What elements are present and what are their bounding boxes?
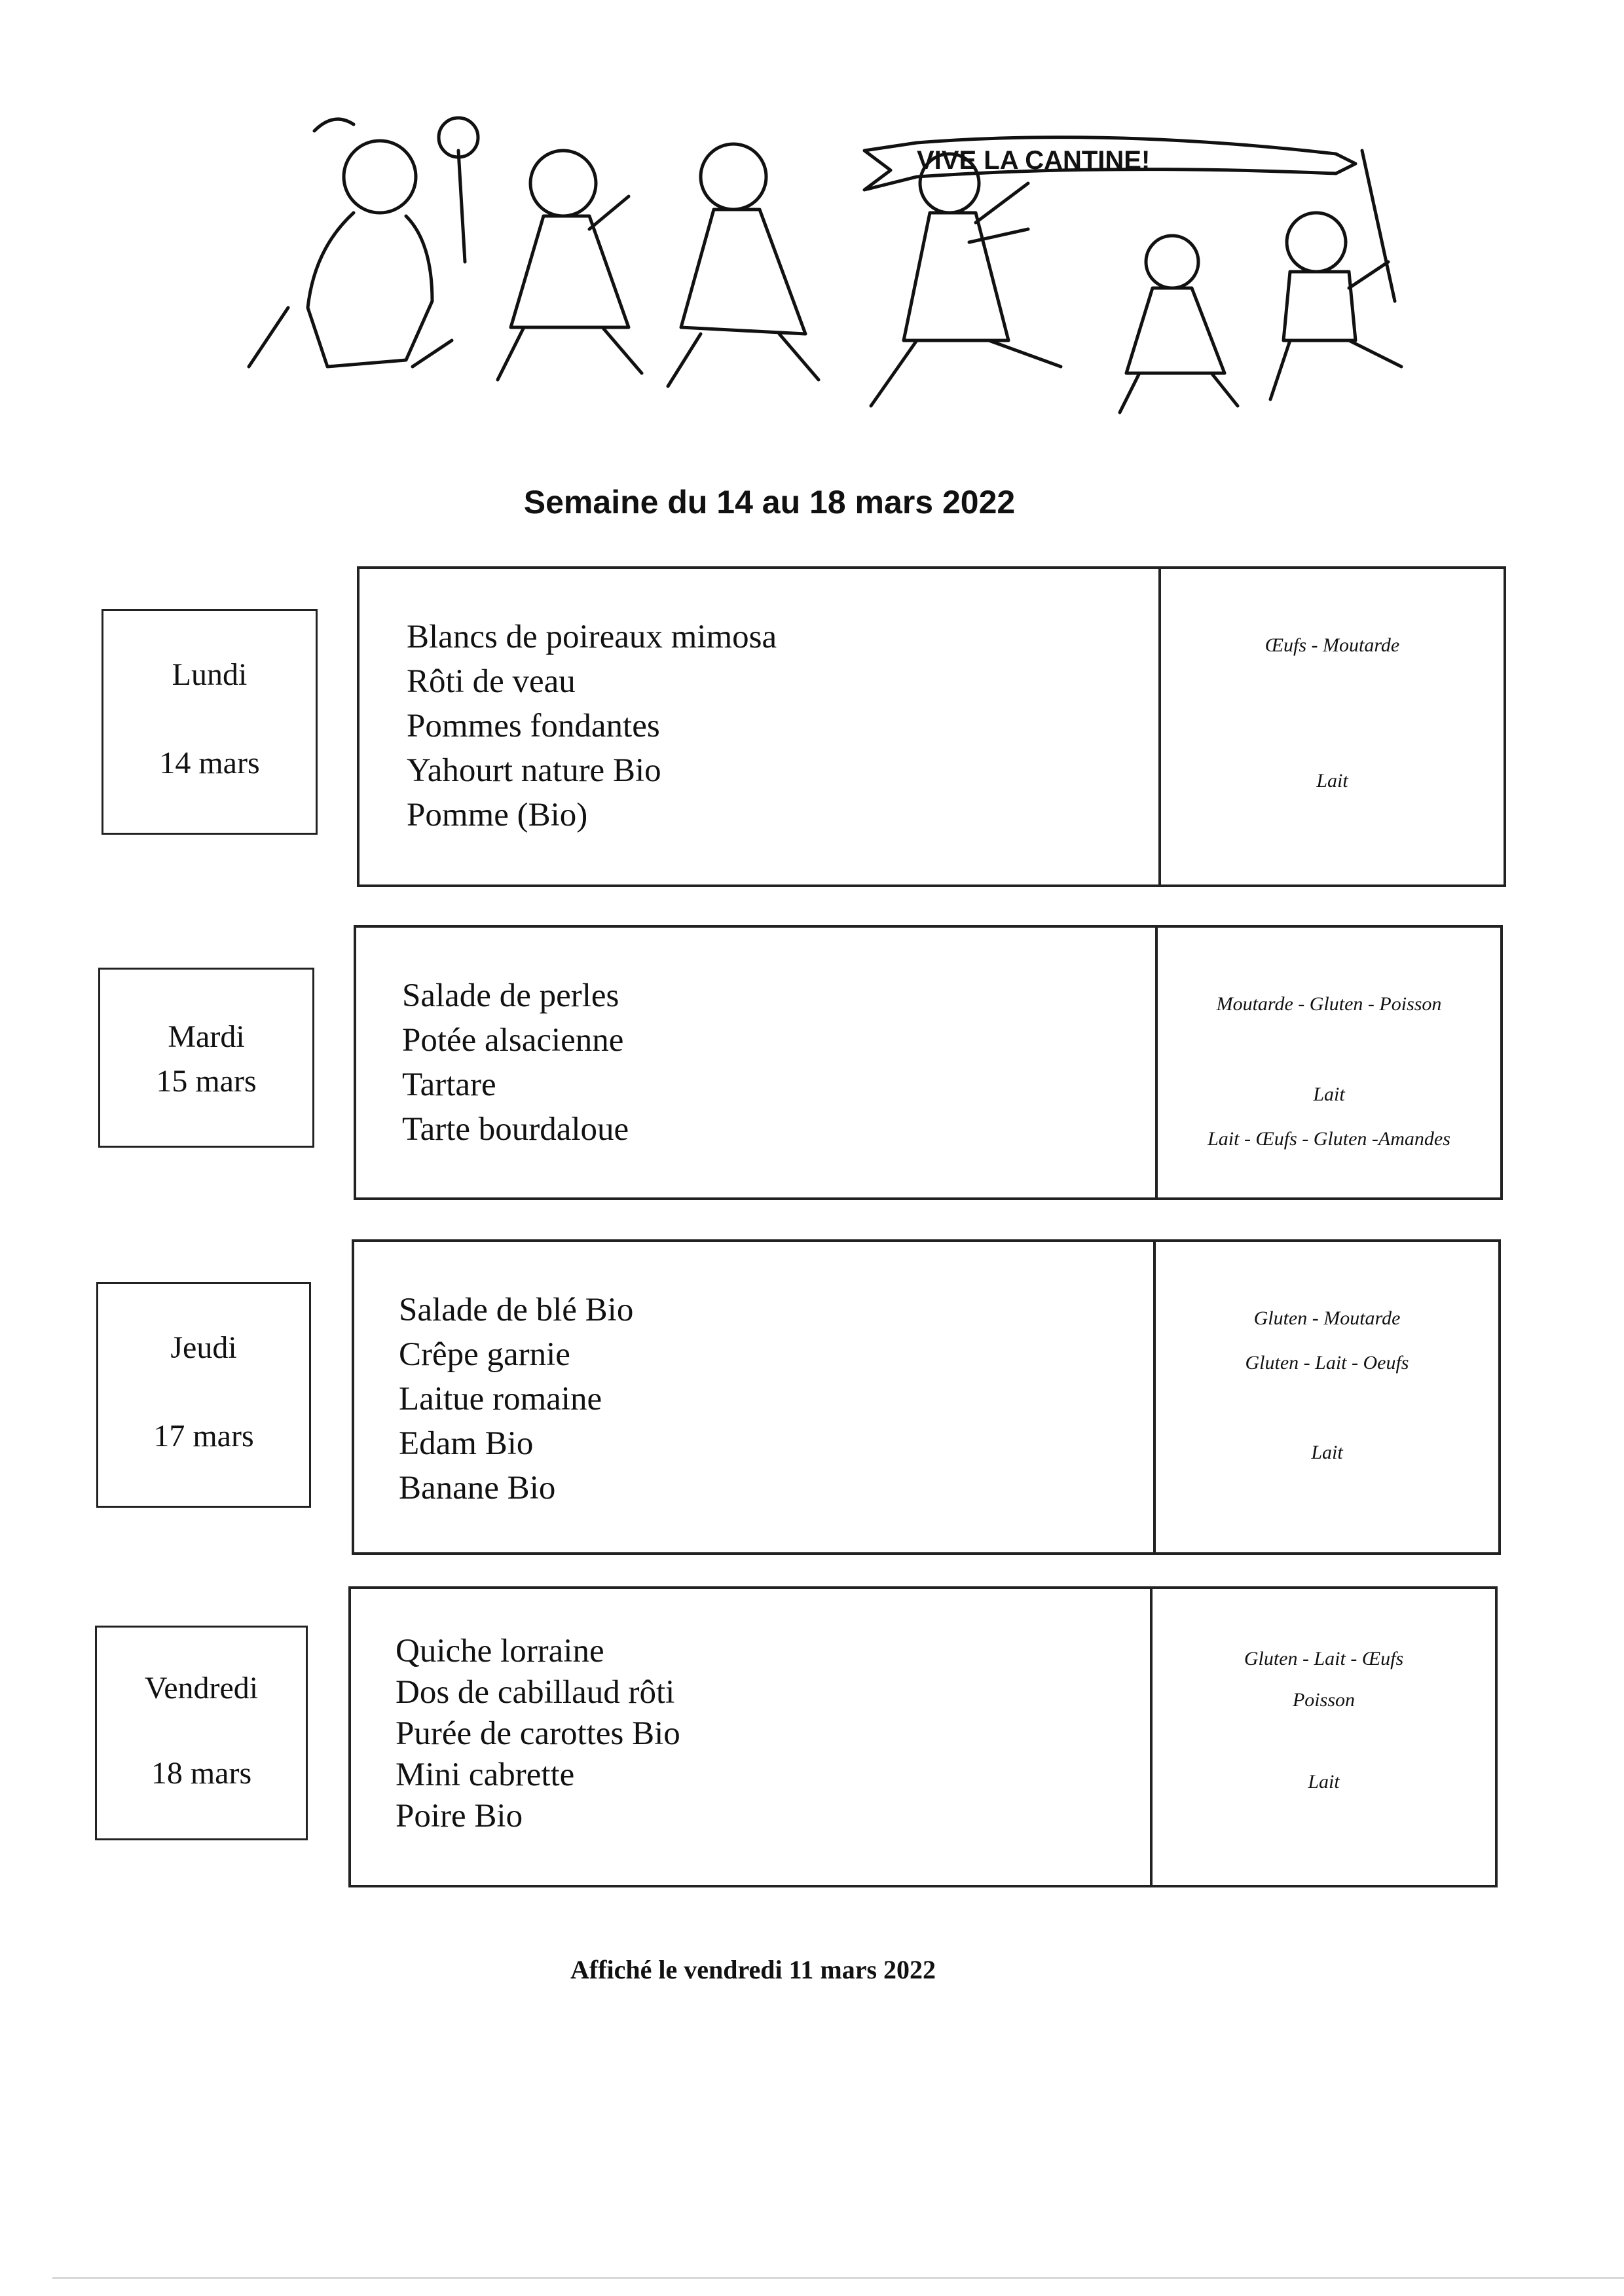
allergen-text: Gluten - Lait - Œufs [1244,1648,1404,1669]
day-box-mardi [98,968,314,1148]
posted-date-note: Affiché le vendredi 11 mars 2022 [570,1955,936,1984]
day-box-vendredi [95,1626,308,1840]
day-box-jeudi [96,1282,311,1508]
day-date: 17 mars [153,1419,254,1453]
allergens-column [1156,1242,1498,1552]
day-name: Jeudi [170,1330,237,1365]
menu-item: Tarte bourdaloue [402,1111,629,1148]
menu-item: Blancs de poireaux mimosa [407,619,777,655]
menu-list [396,1631,680,1837]
menu-list [399,1288,633,1510]
allergen-text: Lait - Œufs - Gluten -Amandes [1208,1128,1450,1150]
day-name: Mardi [168,1019,245,1054]
menu-item: Banane Bio [399,1470,556,1506]
menu-item: Potée alsacienne [402,1022,624,1059]
allergens-column [1153,1589,1495,1885]
menu-item: Pomme (Bio) [407,797,588,833]
day-box-lundi [101,609,318,835]
allergens-column [1161,569,1504,884]
allergen-text: Gluten - Moutarde [1253,1307,1401,1329]
allergen-text: Moutarde - Gluten - Poisson [1216,993,1442,1015]
day-date: 18 mars [151,1756,252,1791]
menu-list [407,615,777,837]
allergen-text: Lait [1311,1442,1343,1463]
day-name: Lundi [172,657,248,692]
day-date: 15 mars [156,1064,257,1099]
menu-item: Rôti de veau [407,663,576,700]
allergen-text: Poisson [1292,1689,1355,1711]
day-date: 14 mars [159,746,260,780]
menu-box-vendredi [348,1586,1498,1887]
menu-item: Pommes fondantes [407,708,660,744]
menu-box-lundi [357,566,1506,887]
day-name: Vendredi [144,1671,259,1705]
menu-item: Yahourt nature Bio [407,752,661,789]
allergen-text: Gluten - Lait - Oeufs [1245,1352,1409,1374]
menu-box-jeudi [352,1239,1501,1555]
allergen-text: Lait [1313,1084,1345,1105]
menu-item: Edam Bio [399,1425,534,1462]
menu-box-mardi [354,925,1503,1200]
menu-item: Quiche lorraine [396,1633,604,1669]
menu-list [402,974,629,1152]
menu-item: Dos de cabillaud rôti [396,1674,675,1711]
menu-item: Laitue romaine [399,1381,602,1417]
page-bottom-border [52,2277,1624,2279]
allergen-text: Œufs - Moutarde [1264,634,1400,656]
menu-item: Purée de carottes Bio [396,1715,680,1752]
menu-item: Mini cabrette [396,1757,575,1793]
banner-text: VIVE LA CANTINE! [917,146,1151,175]
menu-item: Tartare [402,1066,496,1103]
allergens-column [1158,928,1500,1197]
menu-item: Salade de blé Bio [399,1292,634,1328]
cantine-illustration [157,92,1441,445]
menu-item: Crêpe garnie [399,1336,570,1373]
allergen-text: Lait [1316,770,1348,792]
menu-item: Salade de perles [402,977,619,1014]
menu-item: Poire Bio [396,1798,523,1834]
page-title: Semaine du 14 au 18 mars 2022 [523,484,1016,520]
allergen-text: Lait [1308,1771,1340,1793]
